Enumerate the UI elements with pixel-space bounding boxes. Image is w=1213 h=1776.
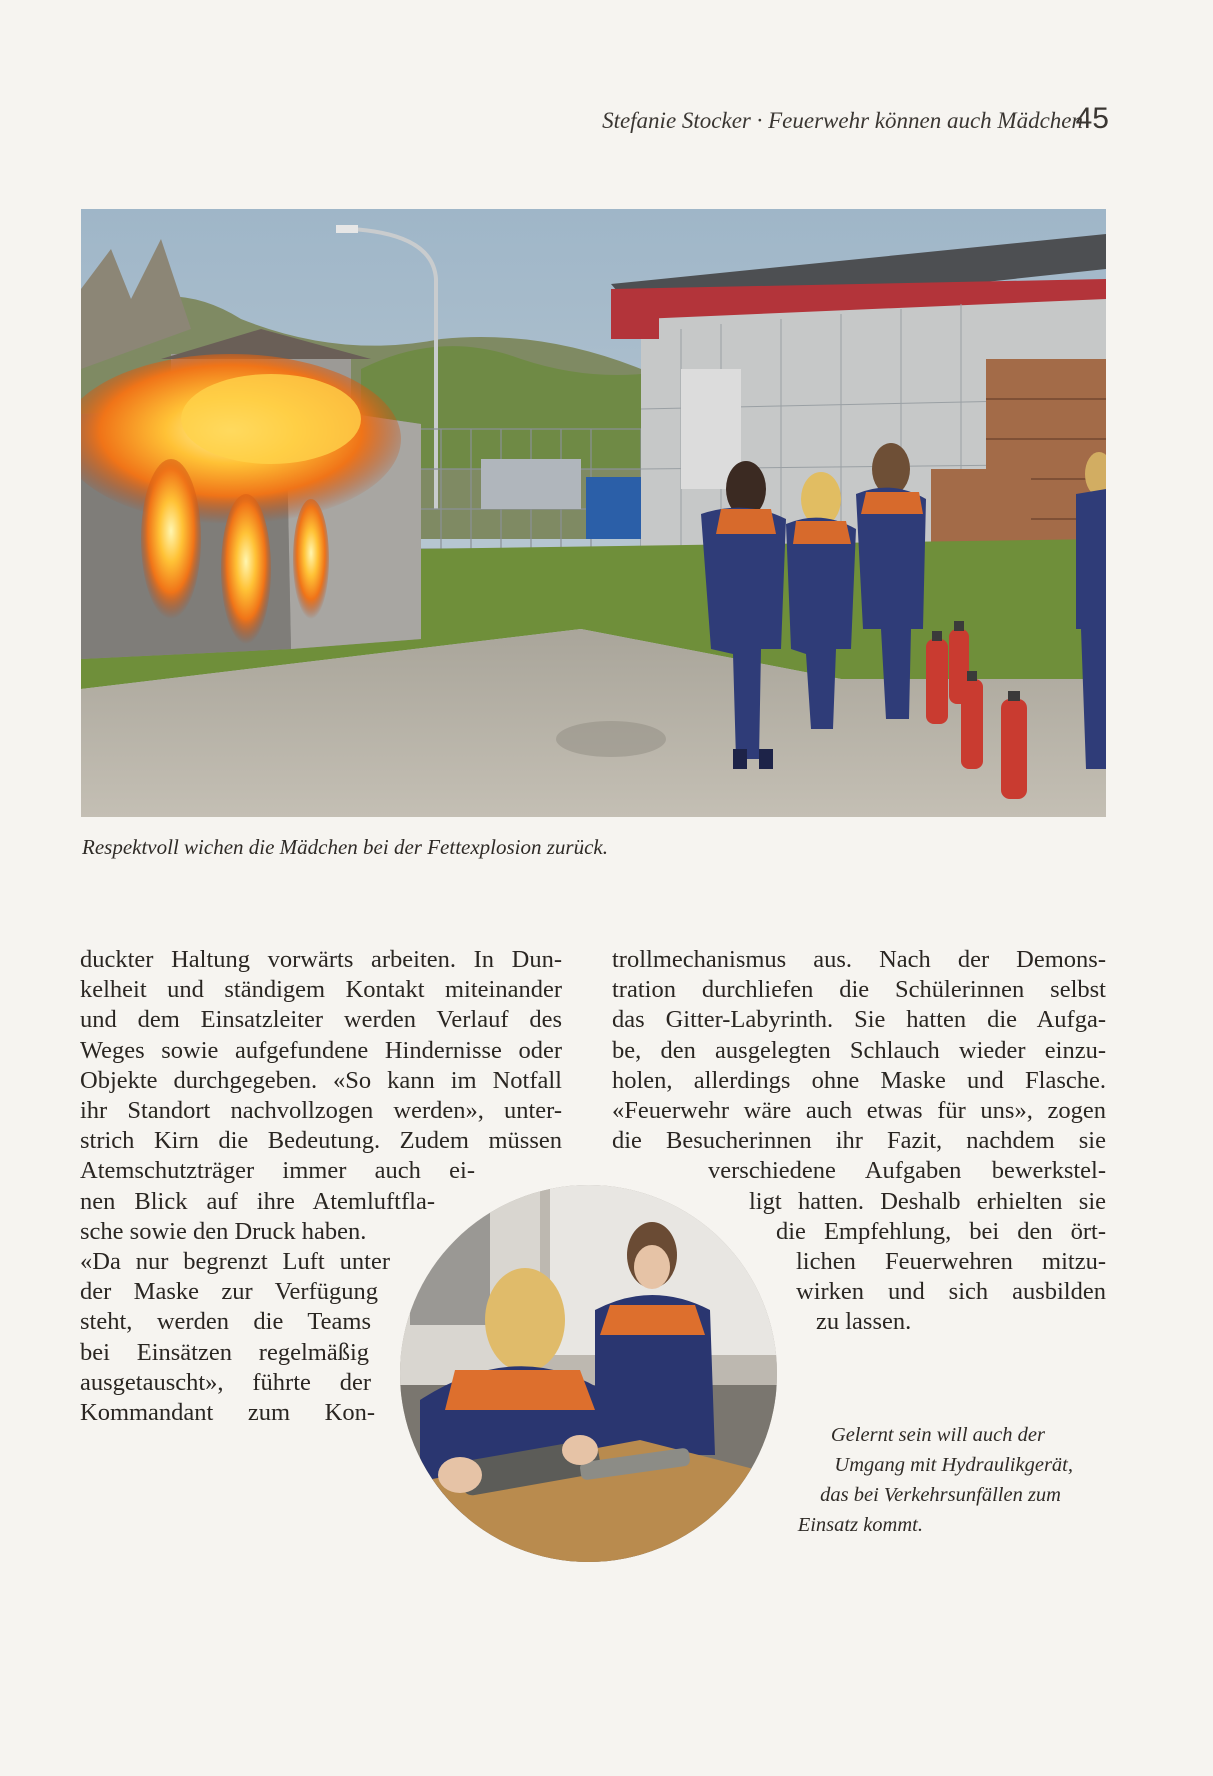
text-line: und dem Einsatzleiter werden Verlauf des [80,1006,562,1034]
text-line: sche sowie den Druck haben. [80,1217,367,1245]
text-line: ihr Standort nachvollzogen werden», unter- [80,1097,562,1125]
text-line: die Besucherinnen ihr Fazit, nachdem sie [612,1127,1106,1155]
text-line: Atemschutzträger immer auch ei- [80,1157,475,1185]
text-line: Kommandant zum Kon- [80,1399,375,1427]
fire-training-photo [81,209,1106,817]
caption-line: das bei Verkehrsunfällen zum [820,1484,1061,1506]
text-line: der Maske zur Verfügung [80,1278,378,1306]
text-line: kelheit und ständigem Kontakt miteinander [80,976,562,1004]
text-line: holen, allerdings ohne Maske und Flasche. [612,1066,1106,1094]
caption-line: Gelernt sein will auch der [830,1424,1045,1446]
running-head: Stefanie Stocker · Feuerwehr können auch Mädchen [602,108,1083,133]
text-line: zu lassen. [816,1308,912,1336]
text-line: Weges sowie aufgefundene Hindernisse oder [80,1036,562,1064]
page-number: 45 [1075,102,1109,135]
circle-photo-caption [713,1420,1073,1540]
text-line: ausgetauscht», führte der [80,1368,371,1396]
text-line: strich Kirn die Bedeutung. Zudem müssen [80,1127,562,1155]
text-line: duckter Haltung vorwärts arbeiten. In Dun- [80,946,562,973]
text-line: das Gitter-Labyrinth. Sie hatten die Aufga- [612,1006,1106,1034]
text-line: trollmechanismus aus. Nach der Demons- [612,946,1106,973]
text-line: lichen Feuerwehren mitzu- [796,1248,1106,1276]
text-line: verschiedene Aufgaben bewerkstel- [708,1157,1106,1185]
text-line: nen Blick auf ihre Atemluftfla- [80,1187,435,1215]
text-line: bei Einsätzen regelmäßig [80,1338,369,1366]
text-line: «Feuerwehr wäre auch etwas für uns», zogen [612,1097,1106,1125]
text-line: Objekte durchgegeben. «So kann im Notfall [80,1066,562,1094]
text-line: tration durchliefen die Schülerinnen selbst [612,976,1106,1004]
photo-caption: Respektvoll wichen die Mädchen bei der Fettexplosion zurück. [82,835,608,859]
text-line: «Da nur begrenzt Luft unter [80,1248,390,1276]
caption-line: Umgang mit Hydraulikgerät, [834,1454,1073,1476]
caption-line: Einsatz kommt. [797,1514,923,1536]
text-line: die Empfehlung, bei den ört- [776,1217,1106,1245]
text-line: ligt hatten. Deshalb erhielten sie [749,1187,1106,1215]
text-line: steht, werden die Teams [80,1308,371,1336]
text-line: be, den ausgelegten Schlauch wieder einzu- [612,1036,1106,1064]
text-line: wirken und sich ausbilden [796,1278,1106,1306]
